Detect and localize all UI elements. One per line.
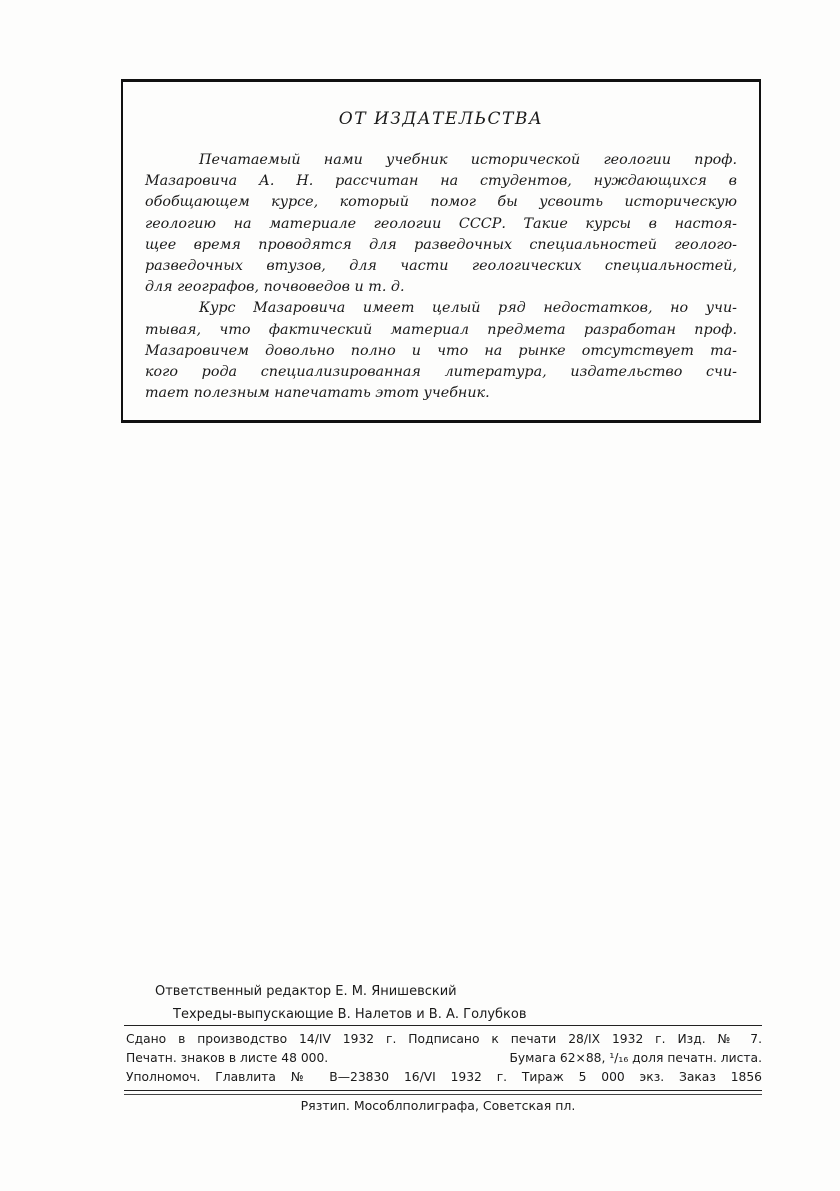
notice-body: [145, 150, 737, 404]
notice-line: Курс Мазаровича имеет целый ряд недостатков, но учи-: [199, 300, 737, 317]
imprint-line-2: [126, 1049, 762, 1068]
imprint-paper: Бумага 62×88, ¹/₁₆ доля печатн. листа.: [509, 1051, 762, 1065]
imprint-line-1: Сдано в производство 14/IV 1932 г. Подписано к печати 28/IX 1932 г. Изд. № 7.: [126, 1032, 762, 1046]
imprint-block: [126, 1030, 762, 1087]
imprint-characters: Печатн. знаков в листе 48 000.: [126, 1051, 329, 1065]
notice-line: геологию на материале геологии СССР. Такие курсы в настоя-: [145, 215, 737, 232]
notice-line: Мазаровича А. Н. рассчитан на студентов, нуждающихся в: [145, 173, 737, 190]
notice-line: обобщающем курсе, который помог бы усвоить историческую: [145, 194, 737, 211]
notice-line: для географов, почвоведов и т. д.: [145, 279, 405, 296]
imprint-line-3: Уполномоч. Главлита № В—23830 16/VI 1932 г. Тираж 5 000 экз. Заказ 1856: [126, 1070, 762, 1084]
divider-top: [124, 1025, 762, 1026]
publisher-notice-box: [121, 79, 761, 423]
notice-title: ОТ ИЗДАТЕЛЬСТВА: [338, 109, 544, 129]
notice-line: щее время проводятся для разведочных специальностей геолого-: [145, 236, 737, 253]
notice-line: кого рода специализированная литература, издательство счи-: [145, 364, 737, 381]
notice-line: тает полезным напечатать этот учебник.: [145, 385, 490, 402]
divider-bottom: [124, 1090, 762, 1091]
credits-block: [155, 980, 527, 1026]
divider-bottom-thin: [124, 1094, 762, 1095]
notice-line: Мазаровичем довольно полно и что на рынке отсутствует та-: [145, 342, 737, 359]
printer-info: Рязтип. Мособлполиграфа, Советская пл.: [300, 1098, 576, 1113]
responsible-editor: Ответственный редактор Е. М. Янишевский: [155, 984, 457, 999]
technical-editors: Техреды-выпускающие В. Налетов и В. А. Голубков: [173, 1007, 527, 1022]
notice-line: тывая, что фактический материал предмета разработан проф.: [145, 321, 737, 338]
notice-line: Печатаемый нами учебник исторической геологии проф.: [199, 152, 737, 168]
notice-line: разведочных втузов, для части геологических специальностей,: [145, 258, 737, 275]
